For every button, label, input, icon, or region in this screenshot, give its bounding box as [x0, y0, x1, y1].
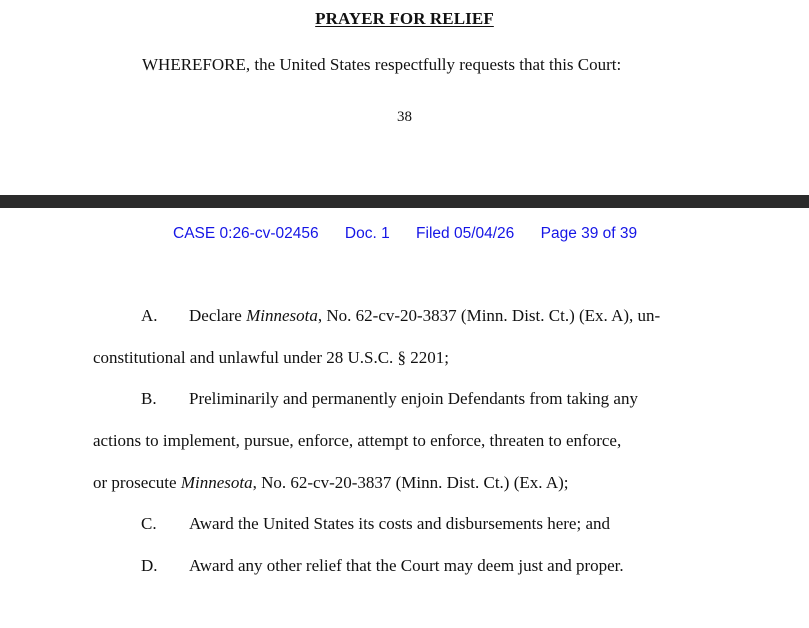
item-a-case-name: Minnesota [246, 306, 318, 325]
item-c-text: Award the United States its costs and disbursements here; and [189, 514, 610, 533]
previous-page [0, 0, 809, 195]
doc-number: Doc. 1 [344, 225, 390, 242]
case-number: CASE 0:26-cv-02456 [173, 225, 319, 242]
page-number: 38 [397, 109, 412, 125]
case-header [173, 225, 637, 243]
current-page [0, 208, 809, 628]
item-b-line-1: Preliminarily and permanently enjoin Defendants from taking any [189, 389, 638, 408]
item-b-line-3 [93, 473, 568, 493]
item-a-line-2: constitutional and unlawful under 28 U.S.C. § 2201; [93, 348, 450, 367]
item-a-letter: A. [141, 306, 158, 325]
item-d-text: Award any other relief that the Court may deem just and proper. [189, 556, 624, 575]
item-d-letter: D. [141, 556, 158, 575]
item-a-text-post: , No. 62-cv-20-3837 (Minn. Dist. Ct.) (Ex. A), un- [317, 306, 661, 325]
item-a-text-pre: Declare [189, 306, 247, 325]
item-c-letter: C. [141, 514, 157, 533]
item-b-line-2: actions to implement, pursue, enforce, attempt to enforce, threaten to enforce, [93, 431, 622, 450]
item-b-letter: B. [141, 389, 157, 408]
section-heading: PRAYER FOR RELIEF [315, 9, 494, 28]
wherefore-clause: WHEREFORE, the United States respectfully requests that this Court: [142, 55, 622, 74]
page-indicator: Page 39 of 39 [540, 225, 638, 242]
page-separator [0, 195, 809, 208]
filed-date: Filed 05/04/26 [416, 225, 515, 242]
item-b-case-name: Minnesota [180, 473, 253, 492]
item-b-text-pre: or prosecute [93, 473, 181, 492]
item-b-text-post: , No. 62-cv-20-3837 (Minn. Dist. Ct.) (Ex. A); [252, 473, 569, 492]
item-a-line-1 [189, 306, 660, 326]
